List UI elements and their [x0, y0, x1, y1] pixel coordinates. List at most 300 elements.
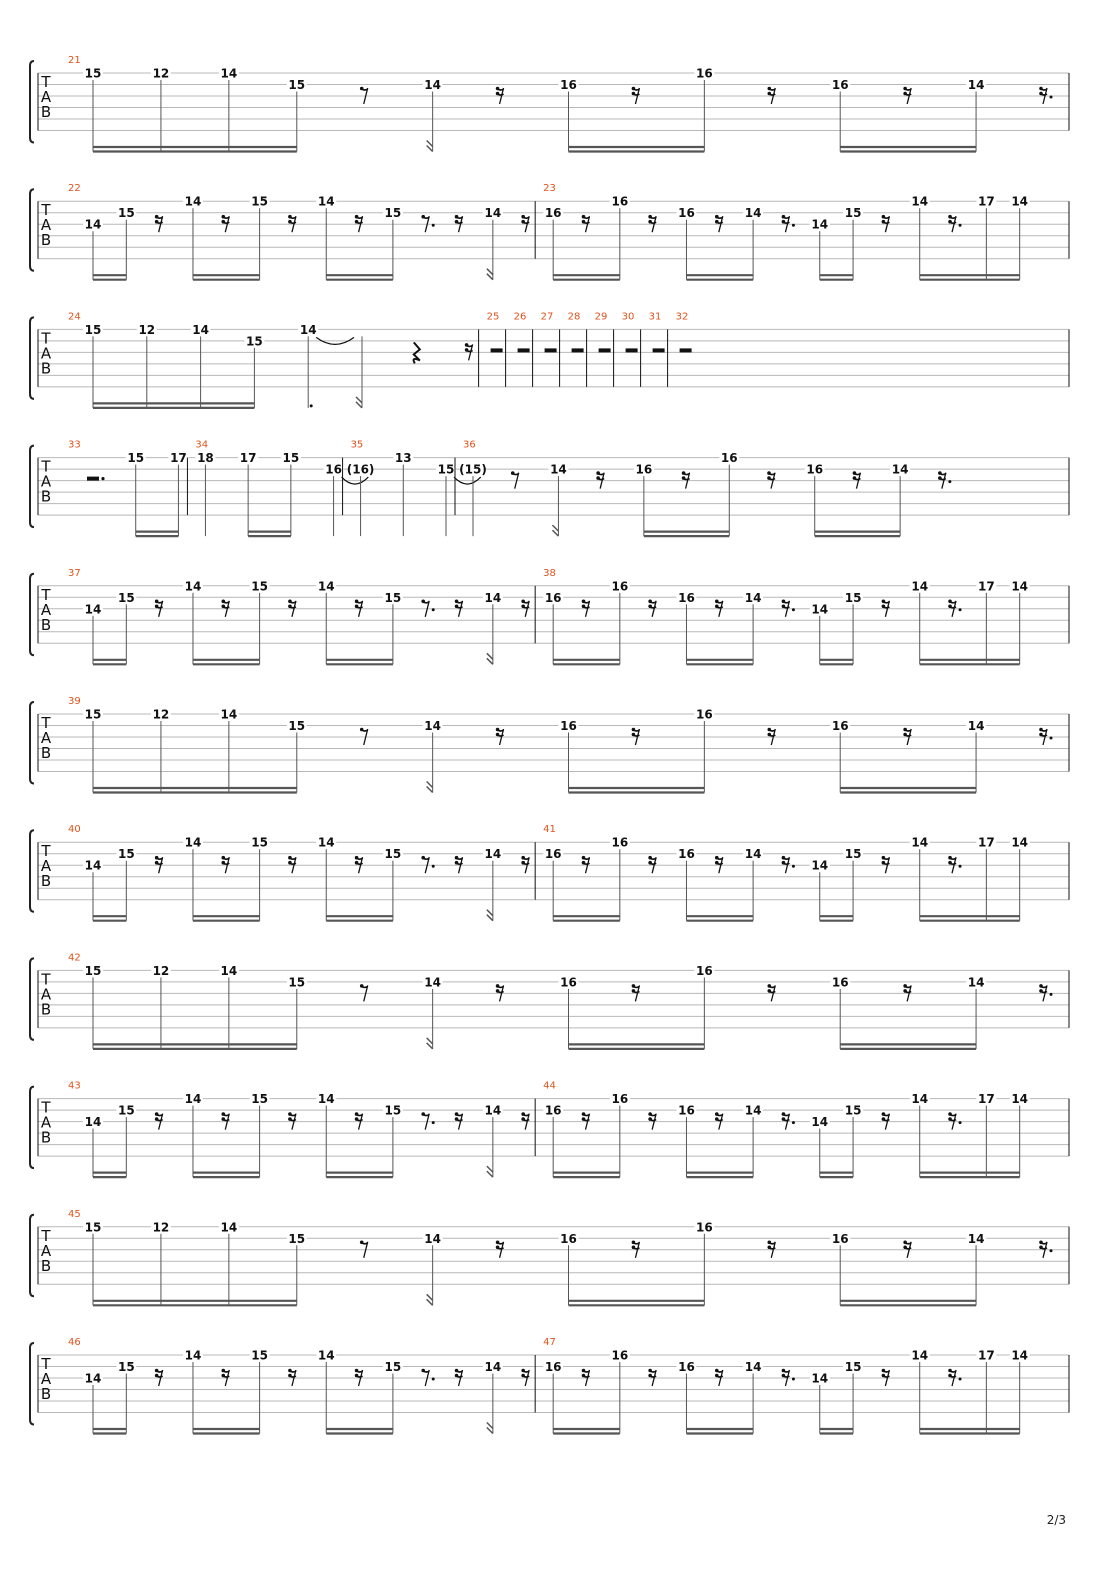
tab-clef-letter: T — [41, 73, 51, 91]
fret-number: 14 — [317, 1092, 335, 1107]
measure-number: 28 — [567, 311, 581, 323]
fret-number: 15 — [84, 66, 102, 81]
fret-number: 17 — [978, 1092, 995, 1107]
rest-16th-blob — [903, 728, 907, 732]
fret-number: 14 — [1011, 1092, 1029, 1107]
rest-16th-blob — [767, 1241, 771, 1245]
fret-number: 14 — [484, 206, 502, 221]
tab-clef-letter: B — [40, 487, 52, 506]
fret-number: 14 — [184, 835, 202, 850]
fret-number: 14 — [317, 1348, 335, 1363]
measure-number: 31 — [648, 311, 662, 323]
fret-number: 15 — [437, 462, 455, 477]
tab-clef-letter: A — [40, 88, 52, 106]
rest-16th-blob — [715, 600, 719, 604]
fret-number: 16 — [720, 451, 738, 466]
measure-number: 40 — [68, 824, 81, 836]
tab-clef-letter: B — [40, 1256, 52, 1275]
fret-number: 16 — [831, 719, 849, 733]
rest-16th-blob — [648, 861, 652, 865]
rest-16th-blob — [882, 600, 886, 604]
rest-16th-dotted-dot — [792, 1121, 795, 1124]
rest-16th-blob — [521, 605, 525, 609]
rest-16th-blob — [882, 1374, 886, 1378]
rest-16th-dotted-blob — [782, 856, 786, 860]
rest-16th-blob — [648, 1112, 652, 1116]
rest-8th-blob — [360, 728, 364, 732]
fret-number: 16 — [806, 462, 824, 477]
fret-number: 15 — [844, 1360, 862, 1374]
fret-number: 14 — [1011, 1348, 1029, 1363]
rest-16th-blob — [496, 1241, 500, 1245]
measure-number: 43 — [68, 1080, 81, 1092]
measure-number: 26 — [513, 311, 527, 323]
fret-number: 15 — [288, 719, 306, 733]
fret-number: 12 — [152, 1220, 170, 1235]
measure — [676, 311, 692, 352]
rest-16th-blob — [582, 861, 586, 865]
rest-16th-blob — [221, 605, 225, 609]
rest-16th-blob — [496, 728, 500, 732]
fret-number: 16 — [611, 579, 629, 594]
measure-number: 34 — [195, 439, 209, 451]
fret-number: 16 — [696, 1220, 713, 1235]
fret-number: 16 — [678, 1360, 695, 1374]
measure — [68, 183, 535, 280]
rest-16th-blob — [648, 605, 652, 609]
measure-number: 38 — [543, 567, 556, 579]
tab-clef-letter: B — [40, 615, 52, 634]
rest-16th-blob — [767, 87, 771, 91]
rest-16th-blob — [155, 1369, 159, 1373]
measure — [543, 183, 1030, 280]
tab-clef-letter: A — [40, 985, 52, 1004]
measure — [68, 696, 1053, 793]
rest-16th-blob — [682, 471, 686, 475]
tab-clef-letter: A — [40, 1370, 52, 1388]
tab-clef-letter: A — [40, 1113, 52, 1132]
rest-16th-blob — [648, 856, 652, 860]
rest-16th-blob — [582, 1369, 586, 1373]
system-bracket — [30, 189, 34, 271]
fret-number: 15 — [282, 451, 300, 466]
fret-number: 15 — [288, 78, 306, 92]
tab-clef-letter: T — [41, 457, 51, 476]
note-flag — [487, 269, 493, 280]
rest-half-dotted — [87, 477, 99, 481]
tab-clef-letter: B — [40, 103, 52, 121]
fret-number: 15 — [84, 707, 102, 722]
measure-number: 25 — [486, 311, 500, 323]
note-flag — [487, 653, 493, 664]
rest-16th-blob — [521, 220, 525, 224]
rest-16th-blob — [582, 1117, 586, 1121]
rest-16th-blob — [155, 605, 159, 609]
rest-16th-blob — [882, 1112, 886, 1116]
rest-16th-blob — [715, 856, 719, 860]
rest-16th-dotted-blob — [1039, 1246, 1043, 1250]
measure-number: 44 — [543, 1080, 556, 1092]
fret-number: 16 — [696, 963, 713, 978]
fret-number: 15 — [117, 590, 135, 605]
note-flag — [487, 910, 493, 921]
measure-number: 27 — [540, 311, 554, 323]
rest-16th-blob — [221, 1374, 225, 1378]
rest-16th-blob — [715, 220, 719, 224]
rest-16th-blob — [221, 1112, 225, 1116]
fret-number: 16 — [611, 1348, 629, 1363]
rest-16th-blob — [221, 220, 225, 224]
rest-16th-blob — [355, 600, 359, 604]
rest-16th-blob — [288, 1374, 292, 1378]
rest-8th-dotted-blob — [421, 600, 425, 604]
rest-16th-blob — [355, 856, 359, 860]
fret-number: 14 — [220, 66, 238, 81]
tab-clef-letter: A — [40, 472, 52, 491]
rest-16th-blob — [715, 1117, 719, 1121]
rest-16th-blob — [455, 1112, 459, 1116]
rest-16th-dotted-blob — [782, 600, 786, 604]
rest-16th-dotted-blob — [948, 600, 952, 604]
tab-clef-letter: T — [41, 1098, 51, 1117]
tab-clef-letter: T — [41, 714, 51, 732]
measure-number: 45 — [68, 1208, 81, 1220]
fret-number: 15 — [251, 1092, 268, 1107]
rest-16th-dotted-blob — [782, 1369, 786, 1373]
rest-16th-dotted-dot — [948, 480, 951, 483]
rest-16th-blob — [355, 1374, 359, 1378]
fret-number: 14 — [967, 975, 985, 990]
rest-16th-blob — [596, 471, 600, 475]
rest-16th-blob — [465, 343, 469, 347]
fret-number: 16 — [544, 590, 562, 605]
rest-16th-blob — [582, 1374, 586, 1378]
rest-16th-blob — [648, 1117, 652, 1121]
measure — [68, 1081, 535, 1178]
rest-half — [626, 348, 638, 352]
rest-16th-dotted-blob — [782, 605, 786, 609]
rest-16th-blob — [496, 1246, 500, 1250]
rest-16th-dotted-blob — [948, 1112, 952, 1116]
rest-16th-blob — [767, 92, 771, 96]
rest-16th-dotted-blob — [948, 861, 952, 865]
rest-16th-blob — [455, 220, 459, 224]
rest-16th-blob — [903, 87, 907, 91]
rest-16th-blob — [521, 1112, 525, 1116]
measure-number: 32 — [675, 311, 689, 323]
measure-number: 24 — [68, 311, 81, 323]
rest-16th-dotted-dot — [959, 1378, 962, 1381]
rest-16th-blob — [221, 215, 225, 219]
rest-16th-blob — [455, 1369, 459, 1373]
rest-16th-blob — [632, 984, 636, 988]
tab-system — [30, 183, 1069, 280]
rest-8th-dotted-blob — [421, 856, 425, 860]
measure — [195, 440, 368, 536]
fret-number: 15 — [127, 451, 145, 466]
rest-16th-blob — [155, 600, 159, 604]
rest-16th-blob — [648, 1374, 652, 1378]
measure — [543, 1081, 1030, 1178]
tab-clef-letter: B — [40, 1000, 52, 1019]
rest-8th-dotted-blob — [421, 1369, 425, 1373]
fret-number: 14 — [967, 719, 985, 733]
tab-system — [30, 1337, 1069, 1434]
tab-clef-letter: T — [41, 585, 51, 604]
rest-16th-dotted-dot — [792, 608, 795, 611]
fret-number: 14 — [317, 579, 335, 594]
measure-number: 21 — [68, 55, 81, 66]
system-bracket — [30, 702, 34, 784]
rest-16th-blob — [767, 989, 771, 993]
rest-16th-blob — [582, 220, 586, 224]
fret-number: 14 — [84, 602, 102, 617]
rest-16th-blob — [155, 1117, 159, 1121]
rest-16th-dotted-blob — [782, 861, 786, 865]
system-bracket — [30, 958, 34, 1040]
fret-number: 15 — [844, 206, 862, 221]
fret-number: 14 — [484, 590, 502, 605]
rest-half — [572, 348, 584, 352]
tab-clef-letter: T — [41, 1226, 51, 1245]
fret-number: 14 — [192, 322, 209, 337]
system-bracket — [30, 574, 34, 656]
rest-16th-blob — [521, 1117, 525, 1121]
rest-16th-dotted-blob — [938, 476, 942, 480]
rest-16th-blob — [288, 605, 292, 609]
fret-number: 16 — [560, 1231, 577, 1246]
rest-16th-blob — [582, 1112, 586, 1116]
fret-number: 14 — [220, 1220, 238, 1235]
rest-16th-blob — [767, 728, 771, 732]
rest-16th-dotted-blob — [1039, 989, 1043, 993]
fret-number: 12 — [152, 66, 170, 81]
fret-number: 15 — [251, 579, 268, 594]
fret-number: 12 — [152, 963, 170, 978]
rest-8th-dotted-blob — [421, 1112, 425, 1116]
fret-number: 14 — [1011, 579, 1029, 594]
rest-16th-blob — [221, 600, 225, 604]
rest-16th-blob — [632, 92, 636, 96]
measure-number: 33 — [68, 439, 81, 451]
rest-half — [680, 348, 692, 352]
fret-number: 15 — [117, 206, 135, 221]
rest-8th-dotted-dot — [432, 865, 435, 868]
rest-16th-blob — [715, 1369, 719, 1373]
rest-16th-dotted-blob — [782, 1374, 786, 1378]
rest-16th-blob — [496, 984, 500, 988]
fret-number: 15 — [251, 835, 268, 850]
note-flag — [487, 1423, 493, 1434]
rest-16th-dotted-dot — [792, 1378, 795, 1381]
measure — [68, 311, 479, 408]
measure-number: 36 — [463, 439, 476, 451]
fret-number: 18 — [197, 451, 214, 466]
tab-clef-letter: B — [40, 231, 52, 250]
rest-16th-dotted-blob — [948, 215, 952, 219]
rest-16th-blob — [582, 856, 586, 860]
rest-16th-blob — [882, 1369, 886, 1373]
rest-half — [518, 348, 530, 352]
rest-16th-blob — [355, 605, 359, 609]
rest-16th-blob — [465, 348, 469, 352]
fret-number: 15 — [844, 590, 862, 605]
measure — [68, 952, 1053, 1049]
rest-16th-blob — [648, 220, 652, 224]
rest-16th-blob — [715, 1374, 719, 1378]
fret-number: 15 — [288, 975, 306, 990]
system-bracket — [30, 317, 34, 399]
rest-16th-blob — [355, 1369, 359, 1373]
rest-16th-blob — [355, 215, 359, 219]
fret-number: 16 — [560, 719, 577, 733]
note-dot — [310, 404, 313, 407]
fret-number: 15 — [384, 1360, 402, 1374]
rest-16th-blob — [288, 215, 292, 219]
rest-half-dotted-dot — [101, 477, 104, 480]
fret-number: 17 — [239, 451, 257, 466]
rest-16th-blob — [903, 984, 907, 988]
fret-number: 15 — [117, 1103, 135, 1118]
tab-system — [30, 824, 1069, 921]
fret-number: 14 — [911, 1348, 929, 1363]
rest-16th-blob — [496, 87, 500, 91]
fret-number: 16 — [678, 590, 695, 605]
tab-clef-letter: T — [41, 970, 51, 989]
rest-16th-blob — [715, 215, 719, 219]
fret-number: 14 — [424, 1231, 441, 1246]
rest-16th-blob — [521, 856, 525, 860]
rest-16th-blob — [882, 856, 886, 860]
measure-number: 22 — [68, 183, 81, 195]
fret-number: 14 — [220, 707, 238, 722]
fret-number: 14 — [299, 322, 317, 337]
rest-16th-dotted-blob — [948, 856, 952, 860]
rest-16th-blob — [715, 1112, 719, 1116]
rest-8th-dotted-blob — [421, 215, 425, 219]
rest-16th-blob — [853, 476, 857, 480]
rest-16th-dotted-blob — [1039, 1241, 1043, 1245]
tab-clef-letter: B — [40, 744, 52, 762]
rest-16th-dotted-dot — [959, 1121, 962, 1124]
rest-16th-blob — [767, 476, 771, 480]
rest-16th-blob — [455, 861, 459, 865]
rest-16th-blob — [903, 989, 907, 993]
fret-number: 16 — [560, 975, 577, 990]
rest-16th-blob — [632, 87, 636, 91]
fret-number: 17 — [978, 1348, 995, 1363]
fret-number: 13 — [394, 451, 412, 466]
tab-clef-letter: A — [40, 344, 52, 363]
rest-16th-blob — [582, 215, 586, 219]
fret-number: 14 — [911, 579, 929, 594]
rest-8th-blob — [360, 1241, 364, 1245]
rest-16th-dotted-blob — [782, 1117, 786, 1121]
measure-number: 30 — [621, 311, 635, 323]
fret-number: 12 — [138, 322, 156, 337]
fret-number: 12 — [152, 707, 170, 722]
rest-16th-blob — [715, 861, 719, 865]
rest-16th-blob — [632, 989, 636, 993]
fret-number: 16 — [611, 1092, 629, 1107]
fret-number: 14 — [484, 847, 502, 862]
fret-number: 14 — [84, 1371, 102, 1386]
rest-16th-blob — [288, 600, 292, 604]
rest-16th-blob — [221, 1117, 225, 1121]
fret-number: 14 — [811, 858, 829, 873]
note-flag — [487, 1166, 493, 1177]
rest-16th-dotted-dot — [1050, 737, 1053, 740]
rest-16th-blob — [715, 605, 719, 609]
fret-number: 15 — [246, 334, 263, 349]
rest-16th-blob — [155, 1112, 159, 1116]
rest-half — [545, 348, 557, 352]
fret-number: 16 — [544, 1103, 562, 1118]
fret-number: 14 — [184, 579, 202, 594]
measure — [68, 824, 535, 921]
rest-8th-dotted-dot — [432, 1121, 435, 1124]
measure — [543, 824, 1030, 921]
rest-16th-blob — [682, 476, 686, 480]
rest-16th-dotted-blob — [948, 605, 952, 609]
rest-16th-blob — [882, 220, 886, 224]
rest-16th-dotted-blob — [948, 1117, 952, 1121]
fret-number: 14 — [911, 1092, 929, 1107]
fret-number: 15 — [384, 590, 402, 605]
rest-16th-blob — [155, 220, 159, 224]
measure — [68, 1337, 535, 1434]
system-bracket — [30, 1087, 34, 1169]
note-flag — [427, 1038, 433, 1049]
rest-half — [599, 348, 611, 352]
rest-16th-dotted-blob — [938, 471, 942, 475]
rest-half — [491, 348, 503, 352]
fret-number: 16 — [611, 194, 629, 209]
fret-number: 14 — [744, 1103, 762, 1118]
fret-number: 16 — [544, 206, 562, 221]
fret-number: 14 — [744, 847, 762, 862]
fret-number: 16 — [678, 1103, 695, 1118]
rest-16th-blob — [521, 1369, 525, 1373]
rest-16th-blob — [521, 600, 525, 604]
fret-number: 14 — [811, 1371, 829, 1386]
fret-number: 14 — [84, 858, 102, 873]
measure — [68, 440, 188, 536]
rest-16th-blob — [288, 220, 292, 224]
fret-number: 17 — [978, 194, 995, 209]
rest-16th-blob — [882, 605, 886, 609]
fret-number: 14 — [84, 1115, 102, 1130]
rest-16th-blob — [455, 600, 459, 604]
rest-16th-blob — [155, 1374, 159, 1378]
fret-number: 14 — [84, 217, 102, 232]
fret-number: 15 — [384, 847, 402, 862]
rest-16th-blob — [355, 1112, 359, 1116]
fret-number: 14 — [1011, 835, 1029, 850]
rest-8th-dotted-dot — [432, 224, 435, 227]
rest-16th-blob — [221, 1369, 225, 1373]
rest-8th-dotted-dot — [432, 1378, 435, 1381]
tab-clef-letter: A — [40, 600, 52, 619]
fret-number: 16 — [544, 1360, 562, 1374]
fret-number: 15 — [384, 1103, 402, 1118]
tab-clef-letter: A — [40, 857, 52, 876]
tab-clef-letter: B — [40, 359, 52, 378]
measure-number: 29 — [594, 311, 608, 323]
tab-clef-letter: B — [40, 872, 52, 891]
tab-system — [30, 568, 1069, 665]
measure-number: 35 — [350, 439, 364, 451]
